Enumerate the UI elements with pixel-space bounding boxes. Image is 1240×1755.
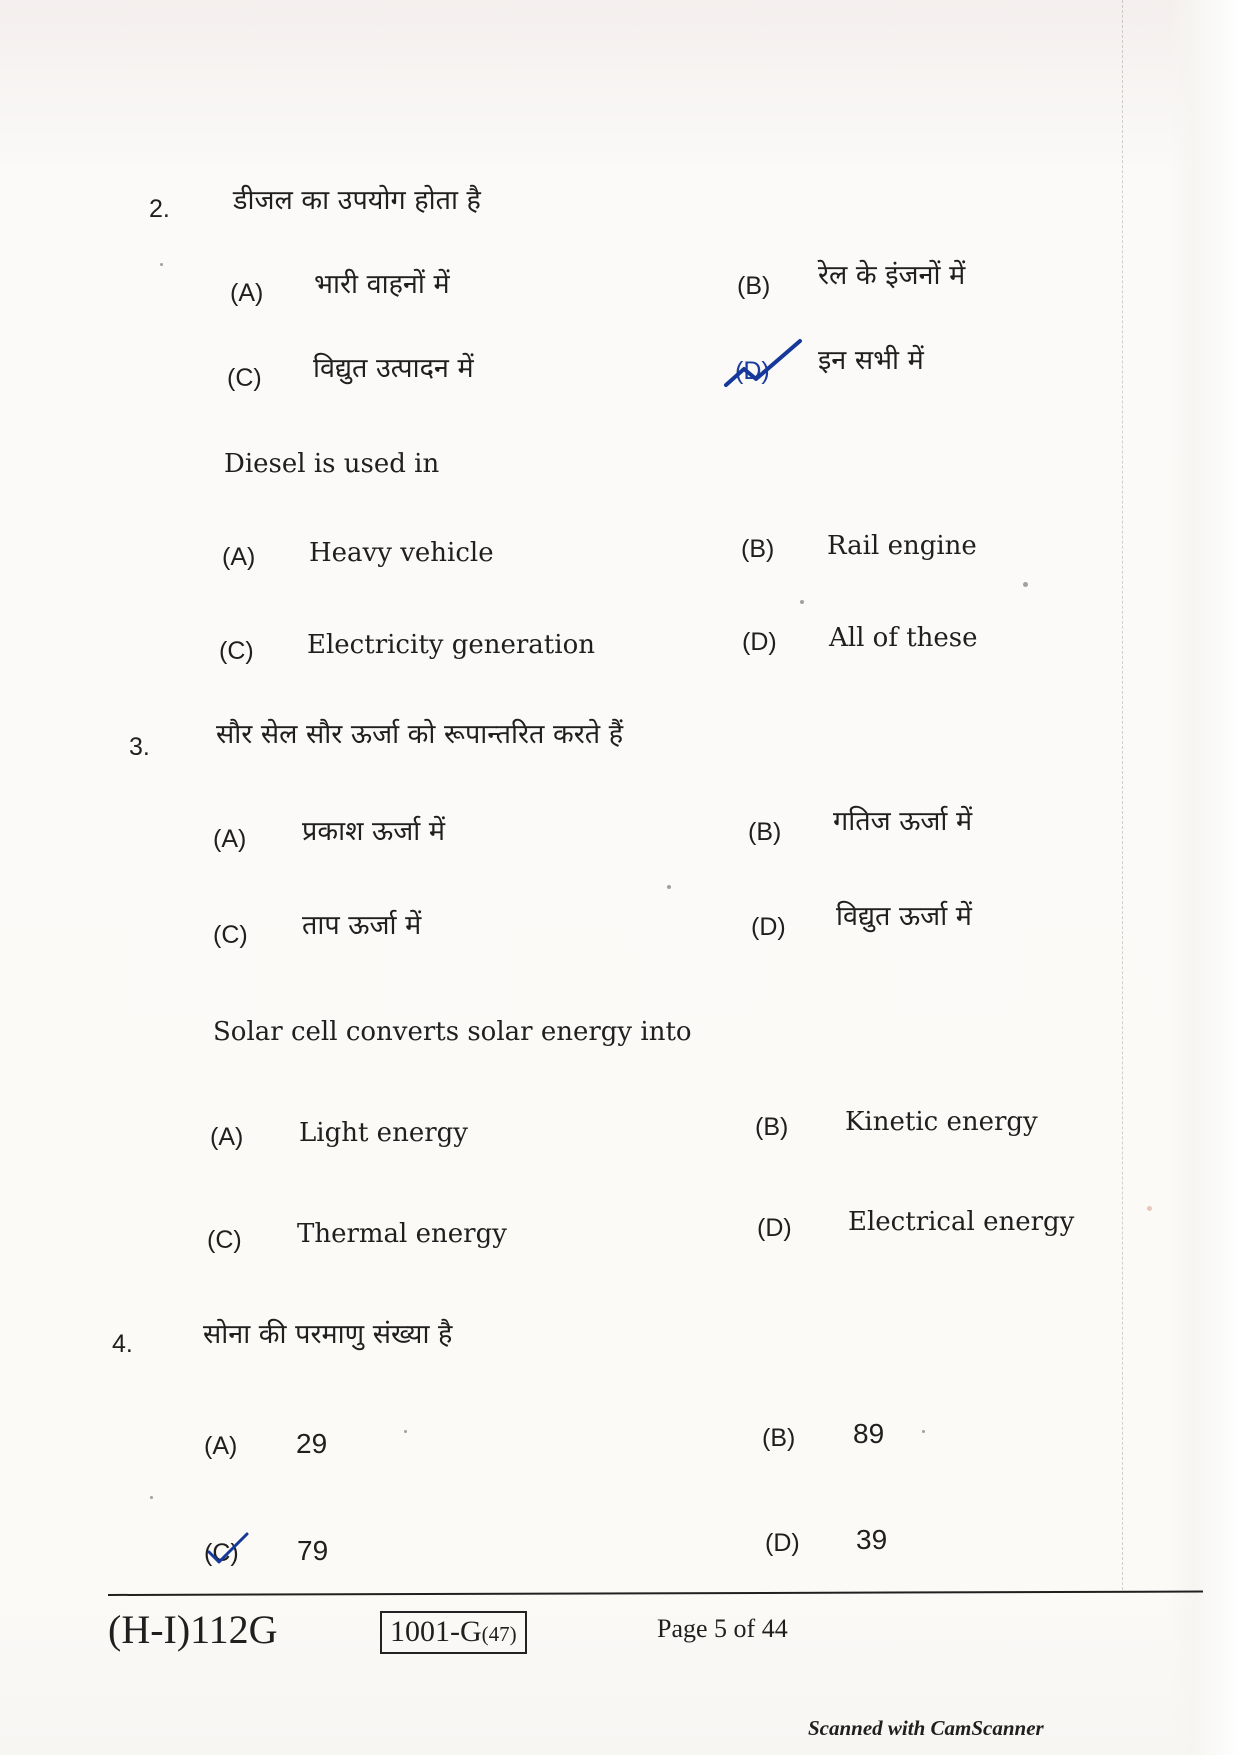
question-number: 2. <box>149 195 170 223</box>
option-label: (A) <box>204 1432 238 1460</box>
option-value: 89 <box>853 1418 885 1449</box>
scan-speck <box>150 1496 153 1499</box>
pen-tick-mark <box>722 337 804 393</box>
question-text-english: Solar cell converts solar energy into <box>213 1017 692 1047</box>
option-text-english: Rail engine <box>827 531 977 561</box>
scan-speck <box>160 263 163 266</box>
scan-speck <box>800 600 804 604</box>
option-label: (C) <box>207 1226 242 1254</box>
option-value: 29 <box>296 1428 328 1459</box>
option-text-english: Electrical energy <box>848 1207 1075 1237</box>
paper-code: (H-I)112G <box>108 1607 278 1652</box>
option-text-hindi: इन सभी में <box>818 345 924 376</box>
option-label: (D) <box>765 1529 800 1557</box>
option-text-english: Thermal energy <box>297 1219 507 1249</box>
scan-speck <box>404 1430 407 1433</box>
option-text-english: Kinetic energy <box>845 1107 1038 1137</box>
option-label-marked: (A) <box>213 825 247 853</box>
option-text-hindi: रेल के इंजनों में <box>818 260 966 291</box>
question-text-english: Diesel is used in <box>224 449 440 479</box>
question-text-hindi: सोना की परमाणु संख्या है <box>203 1319 453 1350</box>
option-label-marked: (D) <box>735 357 770 385</box>
boxed-code-main: 1001-G <box>390 1615 482 1648</box>
boxed-paper-code <box>380 1611 527 1654</box>
option-text-hindi: ताप ऊर्जा में <box>302 910 422 941</box>
scan-speck <box>667 885 671 889</box>
option-text-english: Electricity generation <box>307 630 595 660</box>
question-text-hindi: सौर सेल सौर ऊर्जा को रूपान्तरित करते हैं <box>216 719 624 750</box>
pen-tick-mark <box>205 1530 251 1566</box>
scan-speck <box>922 1430 925 1433</box>
option-text-hindi: गतिज ऊर्जा में <box>833 806 973 837</box>
option-label: (D) <box>757 1214 792 1242</box>
question-text-hindi: डीजल का उपयोग होता है <box>233 185 481 216</box>
page-fold-line <box>1122 0 1124 1590</box>
option-label: (B) <box>748 818 782 846</box>
question-number: 4. <box>112 1330 133 1358</box>
option-text-english: Light energy <box>299 1118 468 1148</box>
option-label: (B) <box>737 272 771 300</box>
option-label-marked: (C) <box>204 1539 239 1567</box>
scanner-watermark: Scanned with CamScanner <box>808 1716 1044 1740</box>
option-text-english: All of these <box>829 623 978 653</box>
footer-rule <box>108 1591 1203 1596</box>
option-label-marked: (B) <box>762 1424 796 1452</box>
option-label: (B) <box>755 1113 789 1141</box>
option-label: (A) <box>230 279 264 307</box>
option-value: 79 <box>297 1535 329 1566</box>
page-number: Page 5 of 44 <box>657 1614 788 1643</box>
option-label: (D) <box>742 628 777 656</box>
option-label: (C) <box>219 637 254 665</box>
option-text-english: Heavy vehicle <box>309 538 494 568</box>
option-text-hindi: विद्युत ऊर्जा में <box>836 901 972 932</box>
page-edge-shadow <box>1170 0 1240 1755</box>
boxed-code-sub: (47) <box>481 1622 517 1646</box>
option-text-hindi: विद्युत उत्पादन में <box>313 353 474 384</box>
scan-speck <box>1147 1206 1152 1211</box>
option-text-hindi: भारी वाहनों में <box>314 269 450 300</box>
option-label: (C) <box>227 364 262 392</box>
scan-speck <box>1023 582 1028 587</box>
option-label-marked: (D) <box>751 913 786 941</box>
option-value: 39 <box>856 1524 888 1555</box>
option-label: (C) <box>213 921 248 949</box>
question-number: 3. <box>129 733 150 761</box>
option-label: (B) <box>741 535 775 563</box>
option-label: (A) <box>222 543 256 571</box>
option-text-hindi: प्रकाश ऊर्जा में <box>302 816 445 847</box>
option-label: (A) <box>210 1123 244 1151</box>
